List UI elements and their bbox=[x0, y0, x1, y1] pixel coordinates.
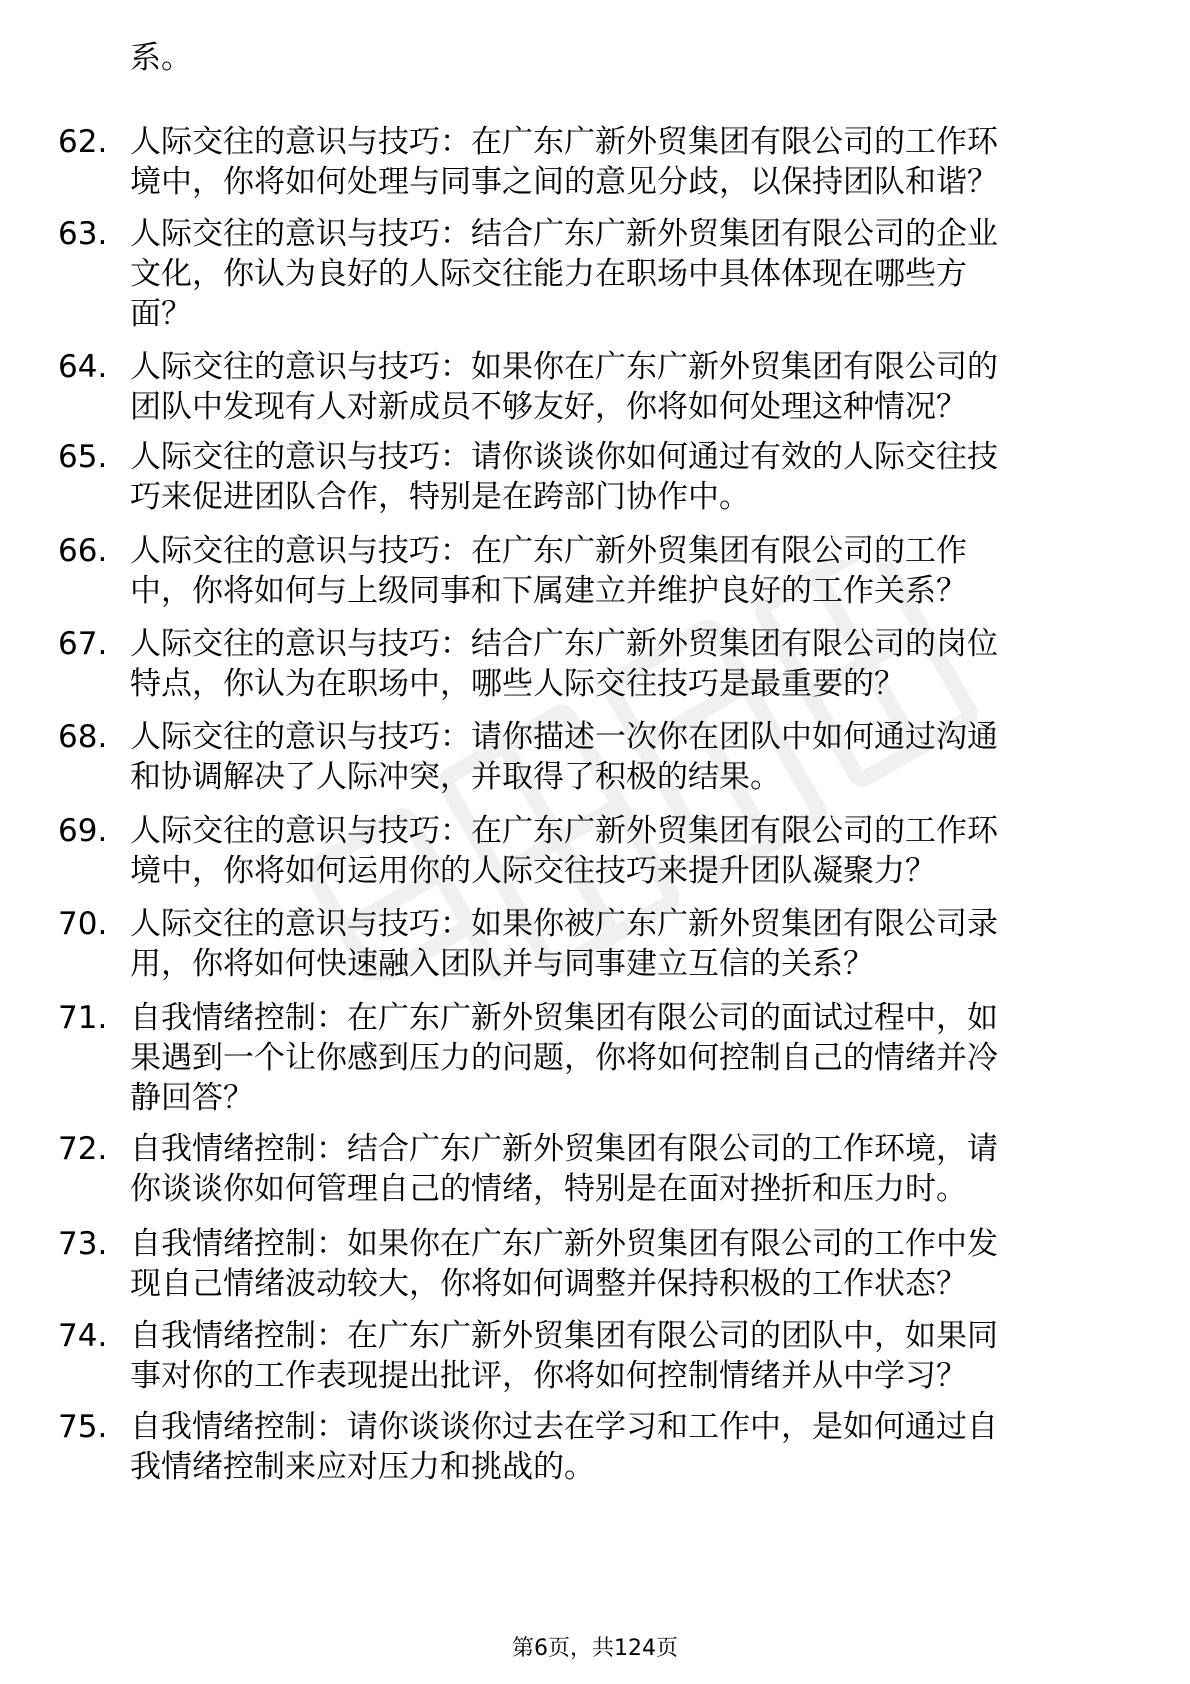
item-text-line: 特点，你认为在职场中，哪些人际交往技巧是最重要的？ bbox=[130, 666, 905, 702]
item-text-line: 人际交往的意识与技巧：结合广东广新外贸集团有限公司的岗位 bbox=[130, 626, 998, 662]
item-text-line: 我情绪控制来应对压力和挑战的。 bbox=[130, 1449, 595, 1485]
item-text-line: 人际交往的意识与技巧：在广东广新外贸集团有限公司的工作环 bbox=[130, 124, 998, 160]
item-number: 66. bbox=[58, 533, 108, 569]
item-text-line: 人际交往的意识与技巧：在广东广新外贸集团有限公司的工作环 bbox=[130, 813, 998, 849]
item-number: 73. bbox=[58, 1226, 108, 1262]
item-text-line: 自我情绪控制：在广东广新外贸集团有限公司的团队中，如果同 bbox=[130, 1318, 998, 1354]
item-text-line: 巧来促进团队合作，特别是在跨部门协作中。 bbox=[130, 479, 750, 515]
item-text-line: 文化，你认为良好的人际交往能力在职场中具体体现在哪些方 bbox=[130, 256, 967, 292]
item-number: 69. bbox=[58, 813, 108, 849]
item-text-line: 自我情绪控制：如果你在广东广新外贸集团有限公司的工作中发 bbox=[130, 1226, 998, 1262]
item-number: 67. bbox=[58, 626, 108, 662]
item-text-line: 和协调解决了人际冲突，并取得了积极的结果。 bbox=[130, 759, 781, 795]
item-text-line: 现自己情绪波动较大，你将如何调整并保持积极的工作状态？ bbox=[130, 1266, 967, 1302]
item-number: 64. bbox=[58, 349, 108, 385]
item-text-line: 果遇到一个让你感到压力的问题，你将如何控制自己的情绪并冷 bbox=[130, 1040, 998, 1076]
item-number: 70. bbox=[58, 906, 108, 942]
item-number: 62. bbox=[58, 124, 108, 160]
item-text-line: 人际交往的意识与技巧：如果你在广东广新外贸集团有限公司的 bbox=[130, 349, 998, 385]
item-text-line: 事对你的工作表现提出批评，你将如何控制情绪并从中学习？ bbox=[130, 1358, 967, 1394]
item-number: 68. bbox=[58, 719, 108, 755]
item-text-line: 自我情绪控制：结合广东广新外贸集团有限公司的工作环境，请 bbox=[130, 1131, 998, 1167]
item-text-line: 境中，你将如何处理与同事之间的意见分歧，以保持团队和谐？ bbox=[130, 164, 998, 200]
item-text-line: 人际交往的意识与技巧：如果你被广东广新外贸集团有限公司录 bbox=[130, 906, 998, 942]
page-footer: 第6页，共124页 bbox=[512, 1636, 678, 1661]
item-number: 71. bbox=[58, 1000, 108, 1036]
item-number: 65. bbox=[58, 439, 108, 475]
item-number: 72. bbox=[58, 1131, 108, 1167]
item-number: 74. bbox=[58, 1318, 108, 1354]
continuation-text: 系。 bbox=[130, 40, 192, 76]
item-text-line: 中，你将如何与上级同事和下属建立并维护良好的工作关系？ bbox=[130, 573, 967, 609]
item-number: 63. bbox=[58, 216, 108, 252]
item-text-line: 团队中发现有人对新成员不够友好，你将如何处理这种情况？ bbox=[130, 389, 967, 425]
item-text-line: 静回答？ bbox=[130, 1080, 254, 1116]
item-text-line: 人际交往的意识与技巧：结合广东广新外贸集团有限公司的企业 bbox=[130, 216, 998, 252]
item-text-line: 面？ bbox=[130, 296, 192, 332]
item-text-line: 人际交往的意识与技巧：在广东广新外贸集团有限公司的工作 bbox=[130, 533, 967, 569]
item-text-line: 自我情绪控制：在广东广新外贸集团有限公司的面试过程中，如 bbox=[130, 1000, 998, 1036]
item-text-line: 用，你将如何快速融入团队并与同事建立互信的关系？ bbox=[130, 946, 874, 982]
item-text-line: 人际交往的意识与技巧：请你谈谈你如何通过有效的人际交往技 bbox=[130, 439, 998, 475]
item-text-line: 境中，你将如何运用你的人际交往技巧来提升团队凝聚力？ bbox=[130, 853, 936, 889]
item-number: 75. bbox=[58, 1409, 108, 1445]
item-text-line: 人际交往的意识与技巧：请你描述一次你在团队中如何通过沟通 bbox=[130, 719, 998, 755]
item-text-line: 你谈谈你如何管理自己的情绪，特别是在面对挫折和压力时。 bbox=[130, 1171, 967, 1207]
item-text-line: 自我情绪控制：请你谈谈你过去在学习和工作中，是如何通过自 bbox=[130, 1409, 998, 1445]
